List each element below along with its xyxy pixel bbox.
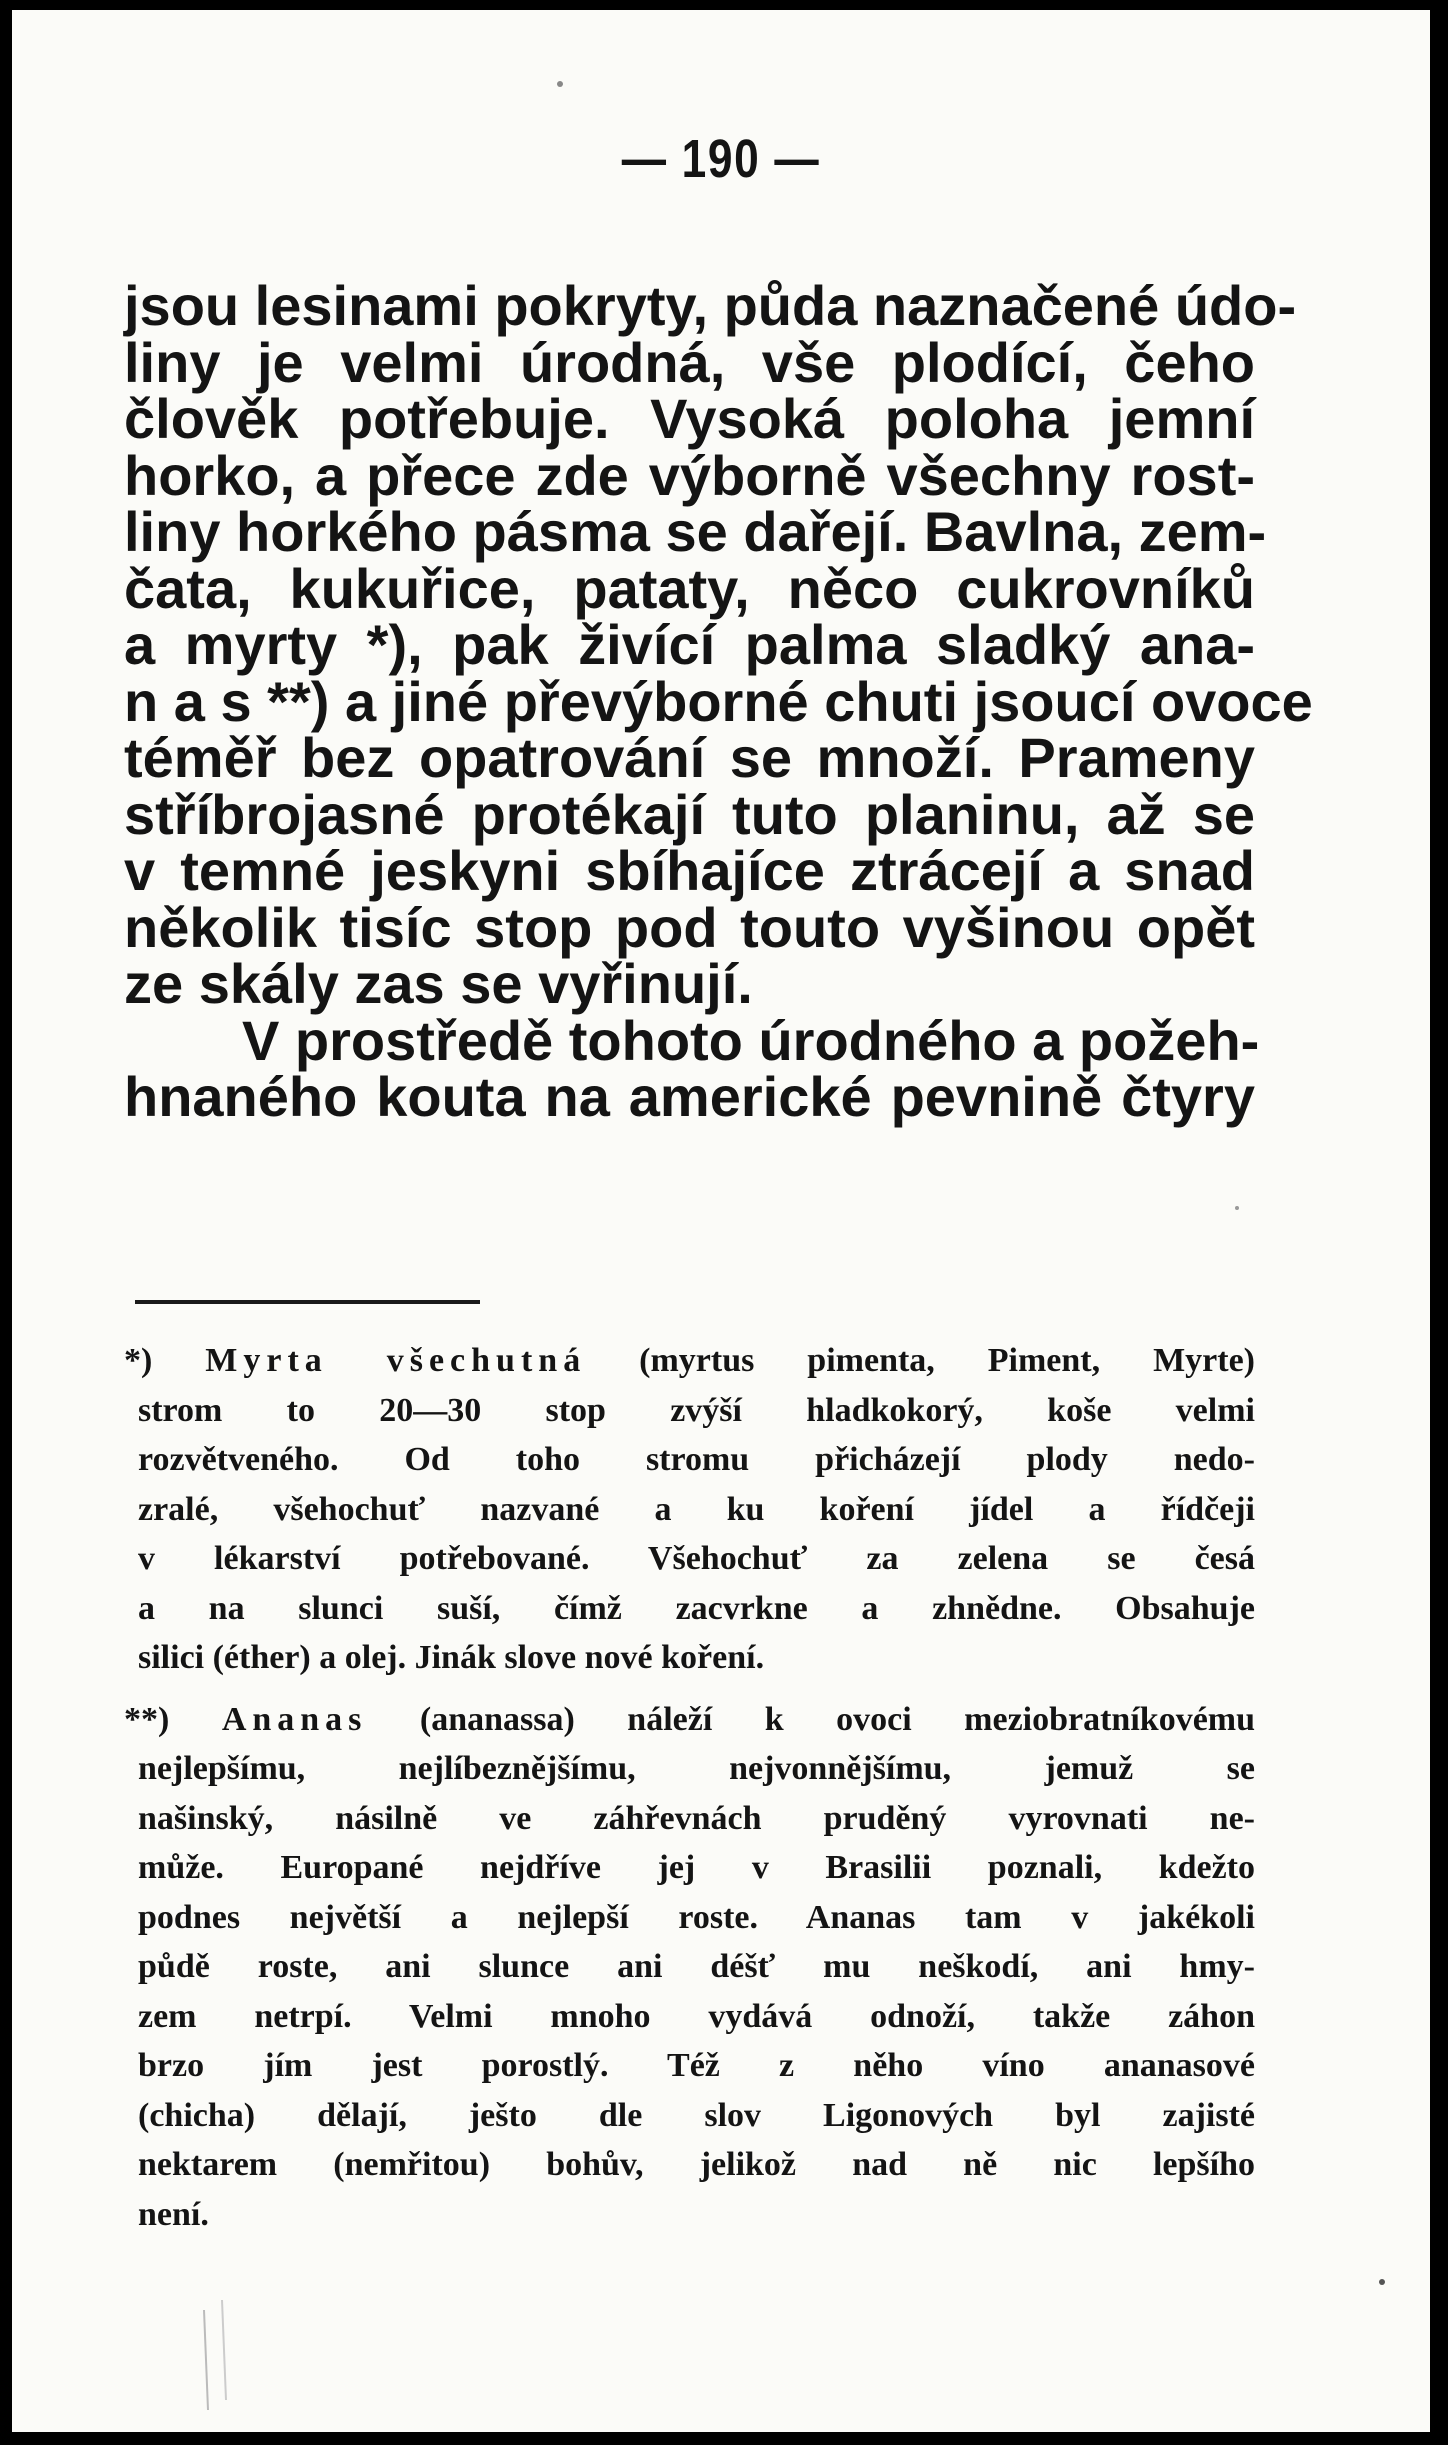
footnote-line — [124, 1695, 1255, 1745]
text-line: ze skály zas se vyřinují. — [124, 952, 753, 1015]
footnote-line: strom to 20—30 stop zvýší hladkokorý, koše velmi — [138, 1391, 1255, 1429]
scan-border — [1430, 0, 1448, 2445]
footnote-line: nektarem (nemřitou) bohův, jelikož nad ně nic lepšího — [138, 2146, 1255, 2183]
footnote-line: rozvětveného. Od toho stromu přicházejí plody nedo- — [138, 1441, 1255, 1478]
footnote-line-rest: (myrtus pimenta, Piment, Myrte) — [639, 1342, 1255, 1379]
footnote-line: brzo jím jest porostlý. Též z něho víno ananasové — [138, 2047, 1255, 2084]
text-line: jsou lesinami pokryty, půda naznačené údo- — [124, 274, 1297, 337]
text-line: téměř bez opatrování se množí. Prameny — [124, 726, 1255, 789]
text-line: několik tisíc stop pod touto vyšinou opět — [124, 895, 1255, 959]
footnote-line: zralé, všehochuť nazvané a ku koření jídel a řídčeji — [138, 1490, 1255, 1528]
footnote-term: Myrta všechutná — [205, 1342, 587, 1379]
footnote-line: našinský, násilně ve záhřevnách pruděný vyrovnati ne- — [138, 1799, 1255, 1837]
text-line: V prostředě tohoto úrodného a požeh- — [242, 1008, 1260, 1072]
page-number: — 190 — — [621, 129, 821, 189]
text-line: liny je velmi úrodná, vše plodící, čeho — [124, 330, 1255, 394]
scan-speck — [1235, 1206, 1239, 1210]
text-line: liny horkého pásma se dařejí. Bavlna, zem- — [124, 500, 1267, 563]
footnote-line-rest: (ananassa) náleží k ovoci meziobratníkovému — [419, 1700, 1256, 1738]
text-line: a myrty *), pak živící palma sladký ana- — [124, 613, 1255, 676]
footnotes — [124, 1336, 1255, 2251]
footnote-line: nejlepšímu, nejlíbeznějšímu, nejvonnějšímu, jemuž se — [138, 1750, 1255, 1787]
footnote-line: může. Europané nejdříve jej v Brasilii poznali, kdežto — [138, 1849, 1255, 1886]
footnote-term: Ananas — [221, 1700, 368, 1738]
footnote-ananas — [124, 1695, 1255, 2240]
text-line: hnaného kouta na americké pevnině čtyry — [124, 1065, 1255, 1128]
footnote-line: zem netrpí. Velmi mnoho vydává odnoží, takže záhon — [138, 1997, 1255, 2035]
text-line: stříbrojasné protékají tuto planinu, až se — [124, 782, 1255, 846]
scan-speck — [557, 81, 563, 87]
footnote-line: silici (éther) a olej. Jinák slove nové koření. — [138, 1639, 765, 1676]
footnote-marker: *) — [124, 1342, 153, 1379]
scan-streak — [204, 2310, 208, 2410]
footnote-line: a na slunci suší, čímž zacvrkne a zhnědne. Obsahuje — [138, 1589, 1255, 1627]
book-page — [12, 10, 1430, 2432]
footnote-marker: **) — [124, 1700, 170, 1738]
footnote-line: podnes největší a nejlepší roste. Ananas tam v jakékoli — [138, 1898, 1255, 1936]
footnote-line: není. — [138, 2195, 209, 2233]
main-text — [124, 274, 1313, 1128]
text-line: horko, a přece zde výborně všechny rost- — [124, 443, 1255, 507]
text-line: n a s **) a jiné převýborné chuti jsoucí ovoce — [124, 669, 1313, 733]
footnote-line: půdě roste, ani slunce ani déšť mu neškodí, ani hmy- — [138, 1948, 1255, 1985]
footnote-line: v lékarství potřebované. Všehochuť za zelena se česá — [138, 1540, 1255, 1577]
footnote-myrta — [124, 1336, 1255, 1683]
text-line: v temné jeskyni sbíhajíce ztrácejí a snad — [124, 839, 1255, 902]
scan-streak — [222, 2300, 226, 2400]
text-line: člověk potřebuje. Vysoká poloha jemní — [124, 387, 1255, 450]
scan-speck — [1379, 2279, 1385, 2285]
text-line: čata, kukuřice, pataty, něco cukrovníků — [124, 556, 1255, 620]
footnote-separator — [135, 1300, 480, 1304]
footnote-line: (chicha) dělají, ješto dle slov Ligonových byl zajisté — [138, 2096, 1255, 2134]
footnote-line — [124, 1336, 1255, 1386]
